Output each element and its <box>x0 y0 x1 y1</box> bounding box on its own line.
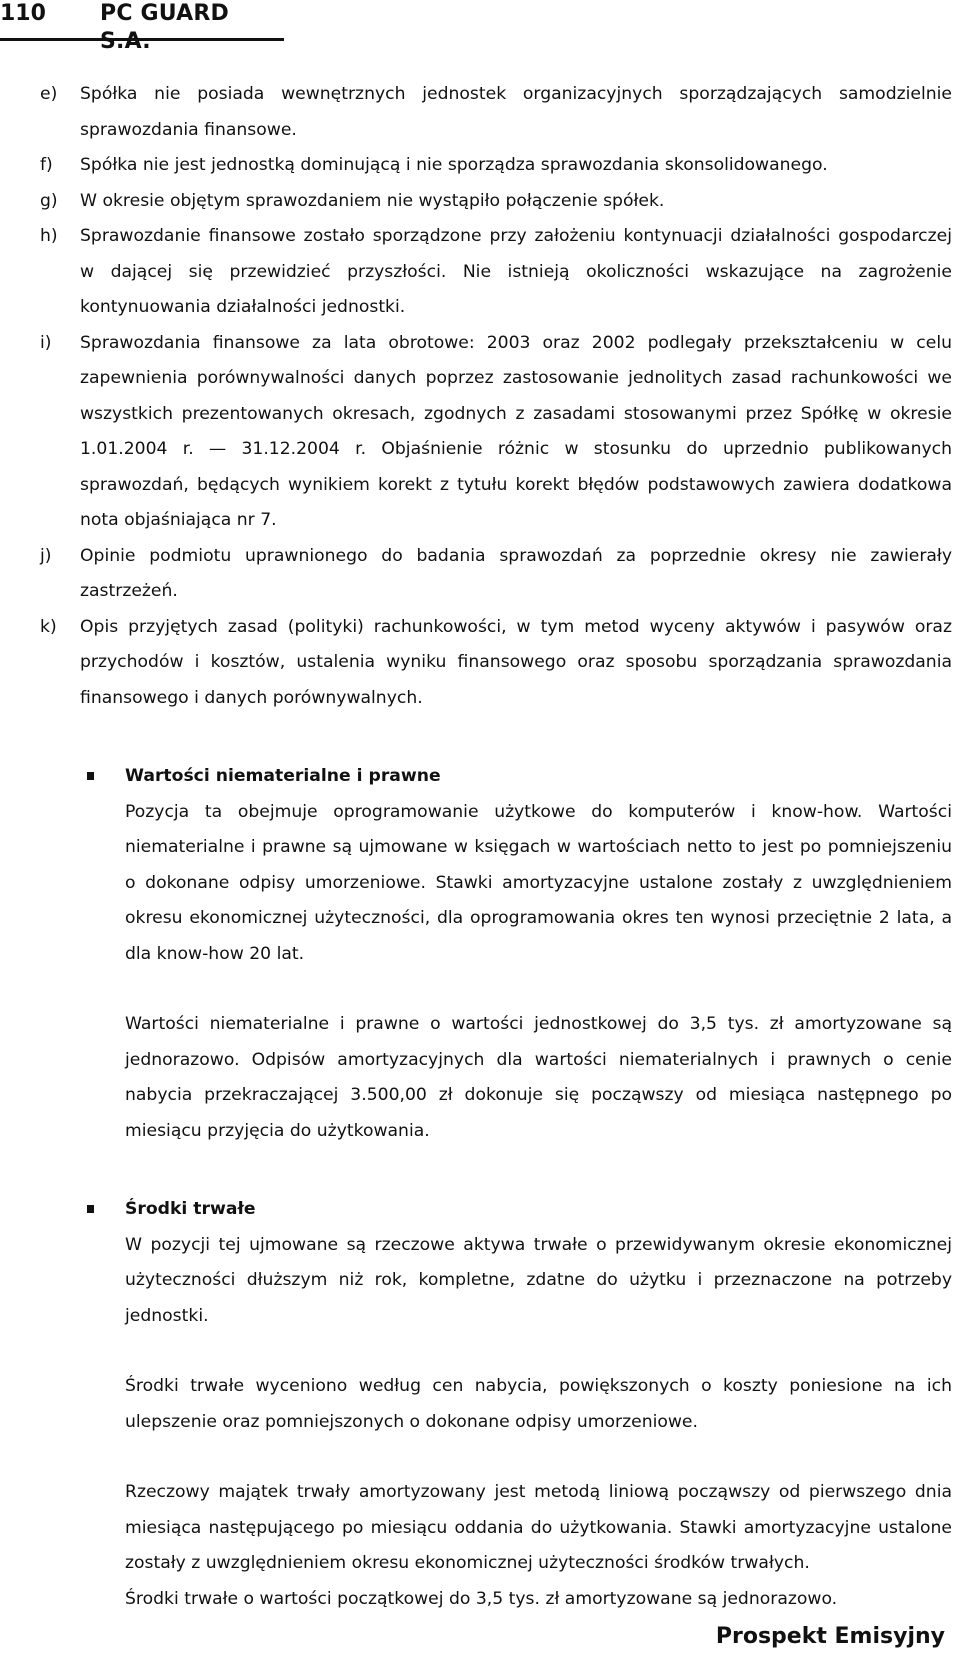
document-footer: Prospekt Emisyjny <box>715 1624 945 1649</box>
list-marker: e) <box>40 84 58 104</box>
section-intangible-assets <box>40 759 952 1149</box>
list-item-text: W okresie objętym sprawozdaniem nie wystąpiło połączenie spółek. <box>80 190 665 211</box>
section-heading <box>40 1192 952 1228</box>
list-marker: i) <box>40 332 52 353</box>
paragraph: Środki trwałe wyceniono według cen nabycia, powiększonych o koszty poniesione na ich ulepszenie oraz pomniejszonych o dokonane odpisy umorzeniowe. <box>125 1376 952 1432</box>
section-title: Środki trwałe <box>125 1199 256 1219</box>
list-item-text: Spółka nie jest jednostką dominującą i nie sporządza sprawozdania skonsolidowanego. <box>80 155 828 175</box>
list-item <box>40 219 952 326</box>
paragraph: W pozycji tej ujmowane są rzeczowe aktywa trwałe o przewidywanym okresie ekonomicznej użyteczności dłuższym niż rok, kompletne, zdatne do użytku i przeznaczone na potrzeby jednostki. <box>125 1234 952 1326</box>
square-bullet-icon <box>87 772 94 780</box>
page-number: 110 <box>0 1 46 26</box>
list-item-text: Opis przyjętych zasad (polityki) rachunkowości, w tym metod wyceny aktywów i pasywów oraz przychodów i kosztów, ustalenia wyniku finansowego oraz sposobu sporządzania sprawozdania finansowego i danych porównywalnych. <box>80 616 952 708</box>
list-marker: h) <box>40 226 58 246</box>
section-title: Wartości niematerialne i prawne <box>125 766 441 786</box>
list-item <box>40 539 952 610</box>
page-header <box>0 0 284 54</box>
section-heading <box>40 759 952 795</box>
list-item <box>40 610 952 717</box>
list-item <box>40 184 952 220</box>
list-item-text: Opinie podmiotu uprawnionego do badania sprawozdań za poprzednie okresy nie zawierały zastrzeżeń. <box>80 545 952 601</box>
paragraph: Wartości niematerialne i prawne o wartości jednostkowej do 3,5 tys. zł amortyzowane są jednorazowo. Odpisów amortyzacyjnych dla wartości niematerialnych i prawnych o cenie nabycia przekraczającej 3.500,00 zł dokonuje się począwszy od miesiąca następnego po miesiącu przyjęcia do użytkowania. <box>125 1014 952 1141</box>
list-item <box>40 326 952 539</box>
list-item-text: Sprawozdania finansowe za lata obrotowe: 2003 oraz 2002 podlegały przekształceniu w celu zapewnienia porównywalności danych poprzez zastosowanie jednolitych zasad rachunkowości we wszystkich prezentowanych okresach, zgodnych z zasadami stosowanymi przez Spółkę w okresie 1.01.2004 r. — 31.12.2004 r. Objaśnienie różnic w stosunku do uprzednio publikowanych sprawozdań, będących wynikiem korekt z tytułu korekt błędów podstawowych zawiera dodatkowa nota objaśniająca nr 7. <box>80 332 952 530</box>
document-body <box>40 77 952 1617</box>
list-item <box>40 148 952 184</box>
paragraph: Rzeczowy majątek trwały amortyzowany jest metodą liniową począwszy od pierwszego dnia miesiąca następującego po miesiącu oddania do użytkowania. Stawki amortyzacyjne ustalone zostały z uwzględnieniem okresu ekonomicznej użyteczności środków trwałych. <box>125 1482 952 1573</box>
list-marker: g) <box>40 190 58 211</box>
list-marker: f) <box>40 155 53 175</box>
list-item-text: Spółka nie posiada wewnętrznych jednostek organizacyjnych sporządzających samodzielnie sprawozdania finansowe. <box>80 84 952 140</box>
list-item-text: Sprawozdanie finansowe zostało sporządzone przy założeniu kontynuacji działalności gospodarczej w dającej się przewidzieć przyszłości. Nie istnieją okoliczności wskazujące na zagrożenie kontynuowania działalności jednostki. <box>80 226 952 317</box>
company-name: PC GUARD S.A. <box>100 1 230 54</box>
paragraph: Pozycja ta obejmuje oprogramowanie użytkowe do komputerów i know-how. Wartości niematerialne i prawne są ujmowane w księgach w wartościach netto to jest po pomniejszeniu o dokonane odpisy umorzeniowe. Stawki amortyzacyjne ustalone zostały z uwzględnieniem okresu ekonomicznej użyteczności, dla oprogramowania okres ten wynosi przeciętnie 2 lata, a dla know-how 20 lat. <box>125 801 952 964</box>
section-fixed-assets <box>40 1192 952 1617</box>
list-item <box>40 77 952 148</box>
list-marker: k) <box>40 616 57 637</box>
list-marker: j) <box>40 545 52 566</box>
paragraph: Środki trwałe o wartości początkowej do 3,5 tys. zł amortyzowane są jednorazowo. <box>125 1588 838 1609</box>
square-bullet-icon <box>87 1205 94 1213</box>
